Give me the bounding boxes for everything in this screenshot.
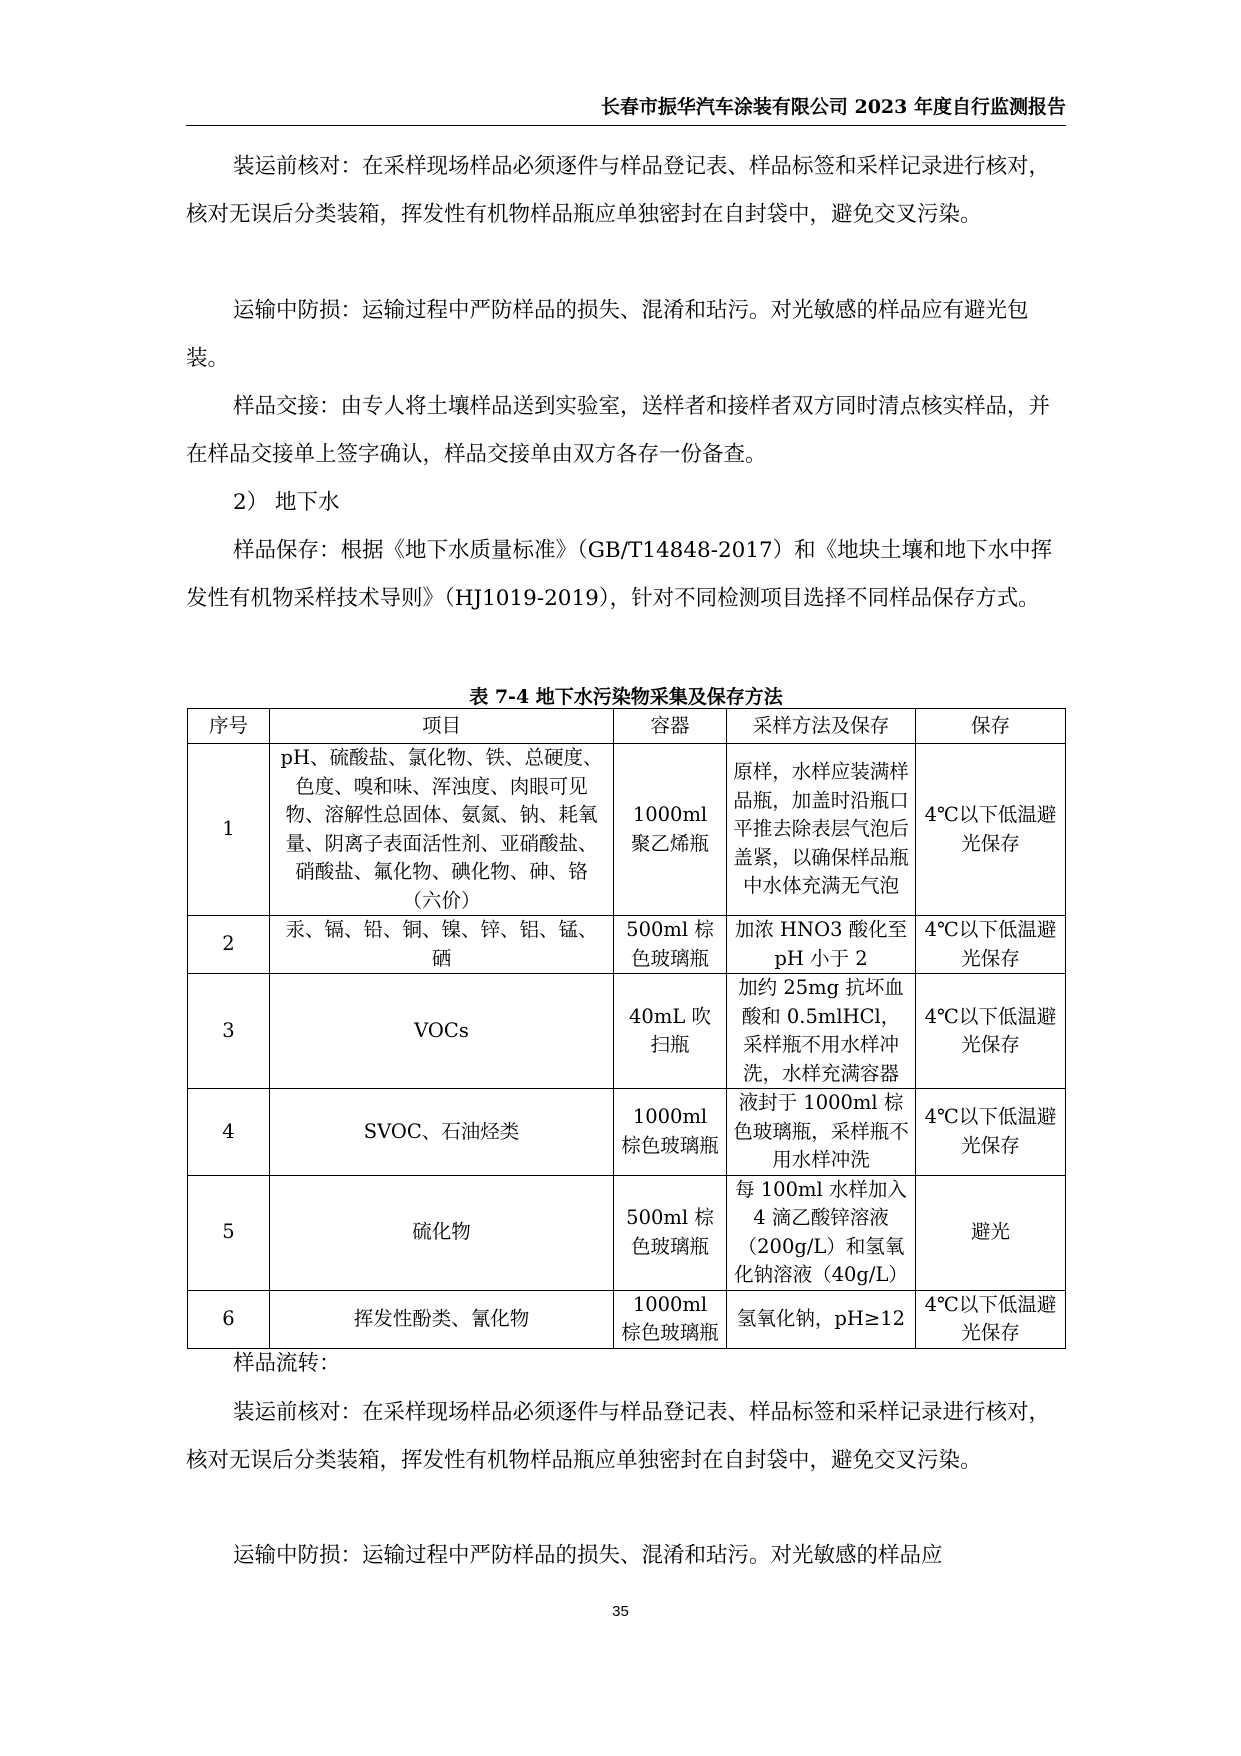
header-item: 项目 (270, 709, 614, 744)
table-row (188, 1089, 1066, 1176)
page-number: 35 (612, 1603, 629, 1620)
table-row (188, 744, 1066, 916)
cell-storage: 4℃以下低温避光保存 (916, 744, 1066, 916)
cell-index: 6 (188, 1290, 270, 1348)
header-method: 采样方法及保存 (727, 709, 916, 744)
cell-container: 1000ml 聚乙烯瓶 (614, 744, 727, 916)
cell-index: 4 (188, 1089, 270, 1176)
groundwater-sampling-table (187, 708, 1066, 1349)
cell-storage: 避光 (916, 1175, 1066, 1290)
header-container: 容器 (614, 709, 727, 744)
cell-storage: 4℃以下低温避光保存 (916, 974, 1066, 1089)
cell-item: VOCs (270, 974, 614, 1089)
cell-storage: 4℃以下低温避光保存 (916, 916, 1066, 974)
cell-item: SVOC、石油烃类 (270, 1089, 614, 1176)
cell-method: 氢氧化钠，pH≥12 (727, 1290, 916, 1348)
cell-method: 每 100ml 水样加入 4 滴乙酸锌溶液（200g/L）和氢氧化钠溶液（40g/L） (727, 1175, 916, 1290)
table-caption: 表 7-4 地下水污染物采集及保存方法 (469, 686, 783, 708)
cell-container: 500ml 棕色玻璃瓶 (614, 1175, 727, 1290)
section-heading-groundwater: 2） 地下水 (233, 490, 340, 515)
cell-method: 加约 25mg 抗坏血酸和 0.5mlHCl，采样瓶不用水样冲洗，水样充满容器 (727, 974, 916, 1089)
paragraph-sample-flow: 样品流转： (233, 1351, 341, 1376)
header-index: 序号 (188, 709, 270, 744)
cell-container: 1000ml 棕色玻璃瓶 (614, 1290, 727, 1348)
cell-index: 5 (188, 1175, 270, 1290)
paragraph-sample-handover: 样品交接：由专人将土壤样品送到实验室，送样者和接样者双方同时清点核实样品，并在样品交接单上签字确认，样品交接单由双方各存一份备查。 (186, 394, 1051, 467)
paragraph-preload-check-2: 装运前核对：在采样现场样品必须逐件与样品登记表、样品标签和采样记录进行核对， 核对无误后分类装箱，挥发性有机物样品瓶应单独密封在自封袋中，避免交叉污染。 (186, 1400, 1051, 1473)
cell-method: 原样，水样应装满样品瓶，加盖时沿瓶口平推去除表层气泡后盖紧，以确保样品瓶中水体充满无气泡 (727, 744, 916, 916)
paragraph-transport-protection-2: 运输中防损：运输过程中严防样品的损失、混淆和玷污。对光敏感的样品应 (233, 1543, 943, 1568)
cell-container: 500ml 棕色玻璃瓶 (614, 916, 727, 974)
table-row (188, 916, 1066, 974)
table-row (188, 1175, 1066, 1290)
cell-container: 40mL 吹扫瓶 (614, 974, 727, 1089)
cell-index: 2 (188, 916, 270, 974)
table-row (188, 974, 1066, 1089)
cell-method: 加浓 HNO3 酸化至 pH 小于 2 (727, 916, 916, 974)
cell-item: 挥发性酚类、氰化物 (270, 1290, 614, 1348)
cell-item: 汞、镉、铅、铜、镍、锌、铝、锰、硒 (270, 916, 614, 974)
header-storage: 保存 (916, 709, 1066, 744)
cell-storage: 4℃以下低温避光保存 (916, 1290, 1066, 1348)
paragraph-transport-protection: 运输中防损：运输过程中严防样品的损失、混淆和玷污。对光敏感的样品应有避光包装。 (186, 298, 1029, 371)
table-header-row (188, 709, 1066, 744)
paragraph-preload-check: 装运前核对：在采样现场样品必须逐件与样品登记表、样品标签和采样记录进行核对， 核对无误后分类装箱，挥发性有机物样品瓶应单独密封在自封袋中，避免交叉污染。 (186, 154, 1051, 227)
paragraph-sample-storage: 样品保存：根据《地下水质量标准》（GB/T14848-2017）和《地块土壤和地下水中挥发性有机物采样技术导则》（HJ1019-2019），针对不同检测项目选择不同样品保存方式。 (186, 538, 1053, 611)
cell-storage: 4℃以下低温避光保存 (916, 1089, 1066, 1176)
cell-container: 1000ml 棕色玻璃瓶 (614, 1089, 727, 1176)
cell-index: 3 (188, 974, 270, 1089)
cell-item: pH、硫酸盐、氯化物、铁、总硬度、色度、嗅和味、浑浊度、肉眼可见物、溶解性总固体、氨氮、钠、耗氧量、阴离子表面活性剂、亚硝酸盐、硝酸盐、氟化物、碘化物、砷、铬（六价） (270, 744, 614, 916)
cell-index: 1 (188, 744, 270, 916)
cell-item: 硫化物 (270, 1175, 614, 1290)
running-header: 长春市振华汽车涂装有限公司 2023 年度自行监测报告 (186, 92, 1066, 126)
cell-method: 液封于 1000ml 棕色玻璃瓶，采样瓶不用水样冲洗 (727, 1089, 916, 1176)
